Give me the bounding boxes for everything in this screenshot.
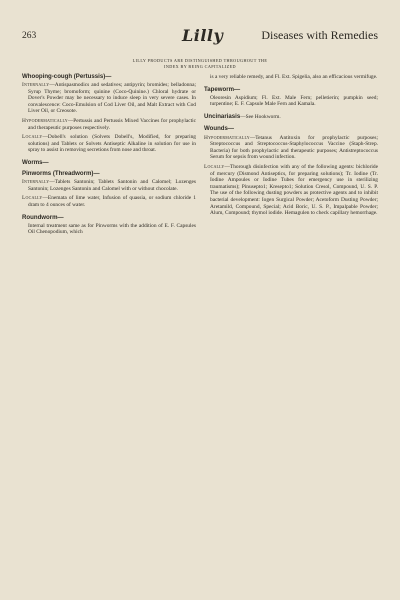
route-label: Locally <box>22 134 43 141</box>
roundworm-paragraph: Internal treatment same as for Pinworms with the addition of E. F. Capsules Oil Chenopodium, which <box>28 222 196 236</box>
entry-title-uncinariasis: Uncinariasis <box>204 112 241 120</box>
paragraph-text: —Pertussis and Pertussis Mixed Vaccines for prophylactic and therapeutic purposes respectively. <box>28 118 196 131</box>
paragraph-text: —See Hookworm. <box>240 113 281 120</box>
entry-title-tapeworm: Tapeworm— <box>204 85 241 93</box>
pinworms-internally-paragraph <box>22 179 196 192</box>
whooping-internally-paragraph <box>22 82 196 115</box>
paragraph-text: —Tablets Santonin; Tablets Santonin and Calomel; Lozenges Santonin; Lozenges Santonin and Calomel with or without chocolate. <box>28 179 196 192</box>
brand-logo: Lilly <box>182 26 224 45</box>
paragraph-text: —Thorough disinfection with any of the following agents: bichloride of mercury (Dismond Antiseptics, for preparing solutions); Tr. Iodine (Tr. Iodine Ampoules or Iodine Tubes for emergency use in sterilizing traumatisms); Pinusepto1; Kresepto1; Solution Cresol, Compound, U. S. P. The use of the following dusting powders as protective agents and to inhibit bacterial development: Iogen Surgical Powder; Acetoform Dusting Powder; Aretamild, Compound, Special; Acid Boric, U. S. P., Impalpable Powder; Alum, Compound; thymol iodide. Hemagulen to check capillary hemorrhage. <box>210 163 378 217</box>
entry-title-whooping-cough: Whooping-cough (Pertussis)— <box>22 73 112 80</box>
index-note <box>22 58 378 70</box>
whooping-hypodermatically-paragraph <box>22 118 196 131</box>
route-label: Internally <box>22 179 50 186</box>
pinworms-locally-paragraph <box>22 195 196 208</box>
wounds-locally-paragraph <box>204 164 378 217</box>
entry-title-pinworms: Pinworms (Threadworm)— <box>22 170 100 178</box>
paragraph-text: —Tetanus Antitoxin for prophylactic purposes; Streptococcus and Streptococcus-Staphylococcus Vaccine (Staph-Strep. Bacteria) for both prophylactic and therapeutic purposes; Antistreptococcus Serum for sepsis from wound infection. <box>210 134 378 161</box>
left-column <box>22 74 196 239</box>
route-label: Locally <box>204 163 225 170</box>
roundworm-continued-paragraph: is a very reliable remedy, and Fl. Ext. Spigelia, also an efficacious vermifuge. <box>210 74 378 80</box>
running-title: Diseases with Remedies <box>261 28 378 42</box>
right-column <box>204 74 378 220</box>
page-header <box>22 26 378 48</box>
tapeworm-paragraph: Oleoresin Aspidium; Fl. Ext. Male Fern; pelletierin; pumpkin seed; turpentine; E. F. Capsule Male Fern and Kamala. <box>210 94 378 108</box>
route-label: Hypodermatically <box>204 134 250 141</box>
index-note-line-2: INDEX BY BEING CAPITALIZED <box>164 64 236 69</box>
route-label: Internally <box>22 82 50 89</box>
entry-title-worms: Worms— <box>22 159 49 167</box>
wounds-hypodermatically-paragraph <box>204 135 378 161</box>
page-number: 263 <box>22 31 37 41</box>
route-label: Hypodermatically <box>22 118 68 125</box>
entry-title-roundworm: Roundworm— <box>22 213 64 221</box>
uncinariasis-entry <box>204 114 378 121</box>
whooping-locally-paragraph <box>22 134 196 154</box>
index-note-line-1: LILLY PRODUCTS ARE DISTINGUISHED THROUGHOUT THE <box>132 58 268 63</box>
paragraph-text: —Enemata of lime water, Infusion of quassia, or sodium chloride 1 dram to 4 ounces of water. <box>28 195 196 208</box>
entry-title-wounds: Wounds— <box>204 125 235 133</box>
paragraph-text: —Dobell's solution (Solvets Dobell's, Modified, for preparing solutions) and Tablets or Solvets Antiseptic Alkaline in solution for use in spray to assist in removing secretions from nose and throat. <box>28 134 196 154</box>
paragraph-text: —Antispasmodics and sedatives; antipyrin; bromides; belladonna; Syrup Thyme; bromoform; quinine (Coco-Quinine.) Chloral hydrate or Dover's Powder may be necessary to induce sleep in very severe cases. In convalescence: Coco-Emulsion of Cod Liver Oil, and Malt Extract with Cod Liver Oil, or Creosote. <box>28 82 196 115</box>
route-label: Locally <box>22 195 43 202</box>
